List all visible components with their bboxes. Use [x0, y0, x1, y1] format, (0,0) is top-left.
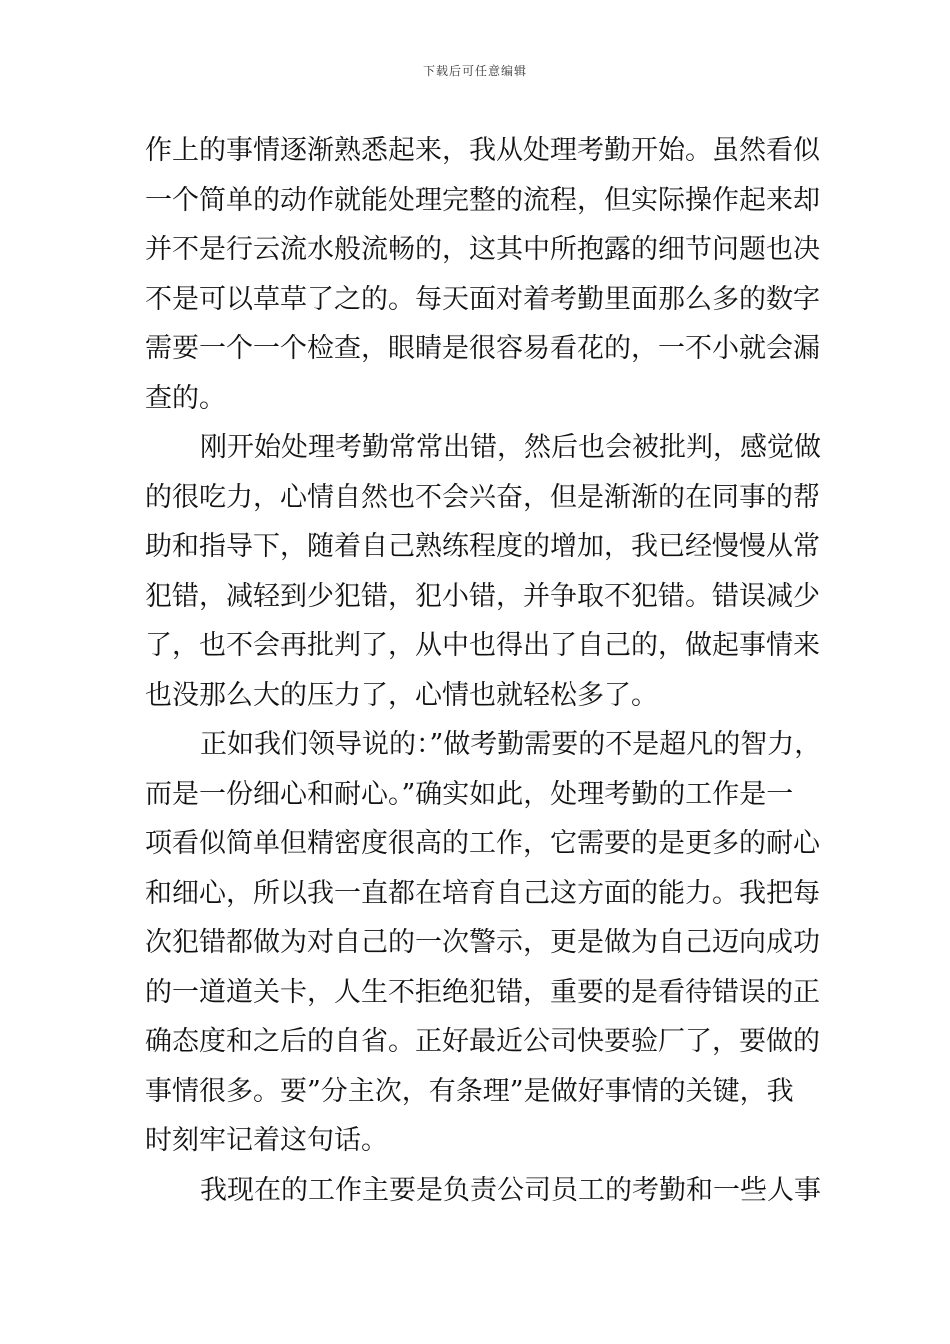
text-line: 确态度和之后的自省。正好最近公司快要验厂了，要做的 [145, 1026, 820, 1057]
page-header: 下载后可任意编辑 [422, 64, 527, 78]
paragraph-first-line: 正如我们领导说的：”做考勤需要的不是超凡的智力， [200, 729, 822, 760]
text-line: 一个简单的动作就能处理完整的流程，但实际操作起来却 [145, 185, 820, 216]
text-line: 的很吃力，心情自然也不会兴奋，但是渐渐的在同事的帮 [145, 482, 820, 513]
paragraph-first-line: 刚开始处理考勤常常出错，然后也会被批判，感觉做 [200, 432, 821, 463]
text-line: 并不是行云流水般流畅的，这其中所抱露的细节问题也决 [145, 234, 820, 265]
paragraph-first-line: 我现在的工作主要是负责公司员工的考勤和一些人事 [200, 1175, 821, 1206]
text-line: 次犯错都做为对自己的一次警示，更是做为自己迈向成功 [145, 927, 820, 958]
text-line: 犯错，减轻到少犯错，犯小错，并争取不犯错。错误减少 [145, 581, 820, 612]
text-line: 了，也不会再批判了，从中也得出了自己的，做起事情来 [145, 630, 820, 661]
text-line: 和细心，所以我一直都在培育自己这方面的能力。我把每 [145, 878, 820, 909]
text-line: 助和指导下，随着自己熟练程度的增加，我已经慢慢从常 [145, 531, 820, 562]
text-line: 作上的事情逐渐熟悉起来，我从处理考勤开始。虽然看似 [145, 135, 820, 166]
text-line: 项看似简单但精密度很高的工作，它需要的是更多的耐心 [145, 828, 820, 859]
text-line: 也没那么大的压力了，心情也就轻松多了。 [145, 680, 658, 711]
text-line: 不是可以草草了之的。每天面对着考勤里面那么多的数字 [145, 284, 820, 315]
text-line: 需要一个一个检查，眼睛是很容易看花的，一不小就会漏 [145, 333, 820, 364]
text-line: 事情很多。要”分主次，有条理”是做好事情的关键，我 [145, 1076, 794, 1107]
text-line: 而是一份细心和耐心。”确实如此，处理考勤的工作是一 [145, 779, 794, 810]
text-line: 时刻牢记着这句话。 [145, 1125, 388, 1156]
text-line: 的一道道关卡，人生不拒绝犯错，重要的是看待错误的正 [145, 977, 820, 1008]
text-line: 查的。 [145, 383, 226, 414]
